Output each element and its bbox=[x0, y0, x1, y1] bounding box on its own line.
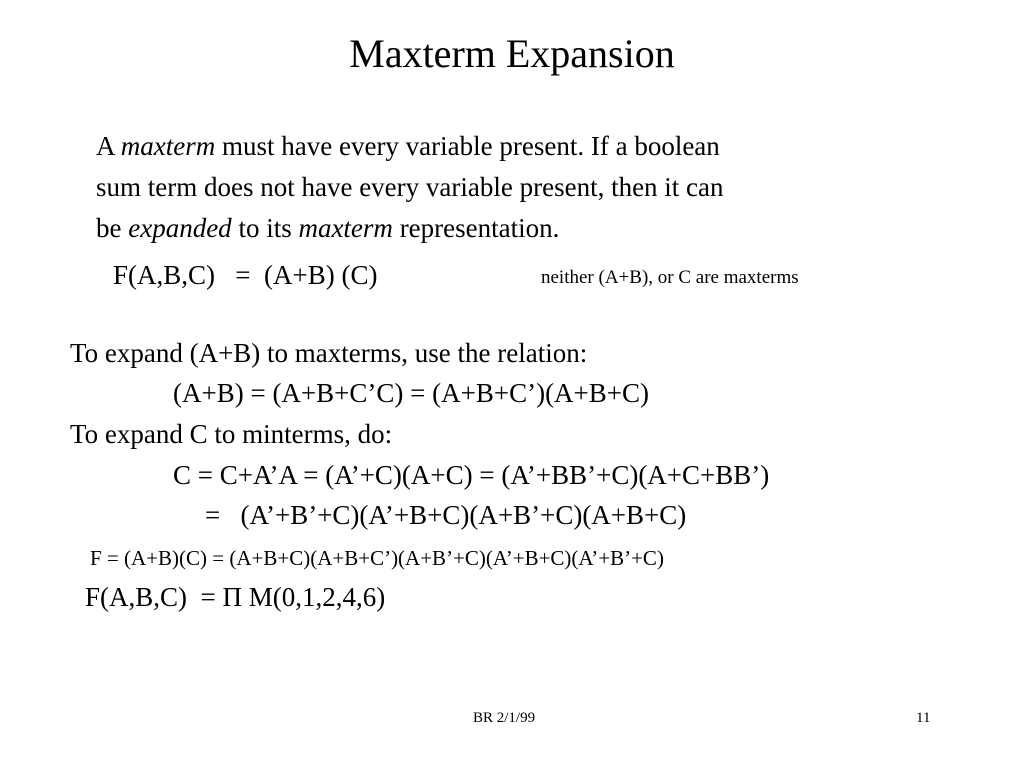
intro-text: representation. bbox=[392, 213, 560, 243]
intro-text: to its bbox=[231, 213, 299, 243]
relation-c-line-1: C = C+A’A = (A’+C)(A+C) = (A’+BB’+C)(A+C+BB’) bbox=[173, 460, 770, 490]
intro-text: must have every variable present. If a boolean bbox=[215, 131, 720, 161]
intro-line-3 bbox=[96, 215, 559, 242]
footer-date: BR 2/1/99 bbox=[473, 710, 536, 726]
slide-title: Maxterm Expansion bbox=[349, 31, 675, 76]
function-definition: F(A,B,C) = (A+B) (C) bbox=[113, 260, 378, 290]
intro-text: A bbox=[96, 131, 121, 161]
expand-c-instruction: To expand C to minterms, do: bbox=[70, 419, 393, 449]
page-number: 11 bbox=[916, 710, 931, 726]
function-note: neither (A+B), or C are maxterms bbox=[541, 267, 799, 288]
intro-emphasis-maxterm: maxterm bbox=[120, 131, 216, 161]
relation-ab: (A+B) = (A+B+C’C) = (A+B+C’)(A+B+C) bbox=[173, 378, 650, 408]
intro-line-2: sum term does not have every variable present, then it can bbox=[96, 172, 724, 202]
intro-line-1 bbox=[96, 133, 720, 160]
full-expansion: F = (A+B)(C) = (A+B+C)(A+B+C’)(A+B’+C)(A’+B+C)(A’+B’+C) bbox=[90, 546, 664, 570]
intro-text: be bbox=[96, 213, 129, 243]
expand-ab-instruction: To expand (A+B) to maxterms, use the relation: bbox=[70, 338, 588, 368]
result-product-of-maxterms: F(A,B,C) = Π M(0,1,2,4,6) bbox=[85, 582, 386, 612]
relation-c-line-2: = (A’+B’+C)(A’+B+C)(A+B’+C)(A+B+C) bbox=[205, 500, 687, 530]
intro-emphasis-expanded: expanded bbox=[128, 213, 232, 243]
intro-emphasis-maxterm: maxterm bbox=[298, 213, 393, 243]
